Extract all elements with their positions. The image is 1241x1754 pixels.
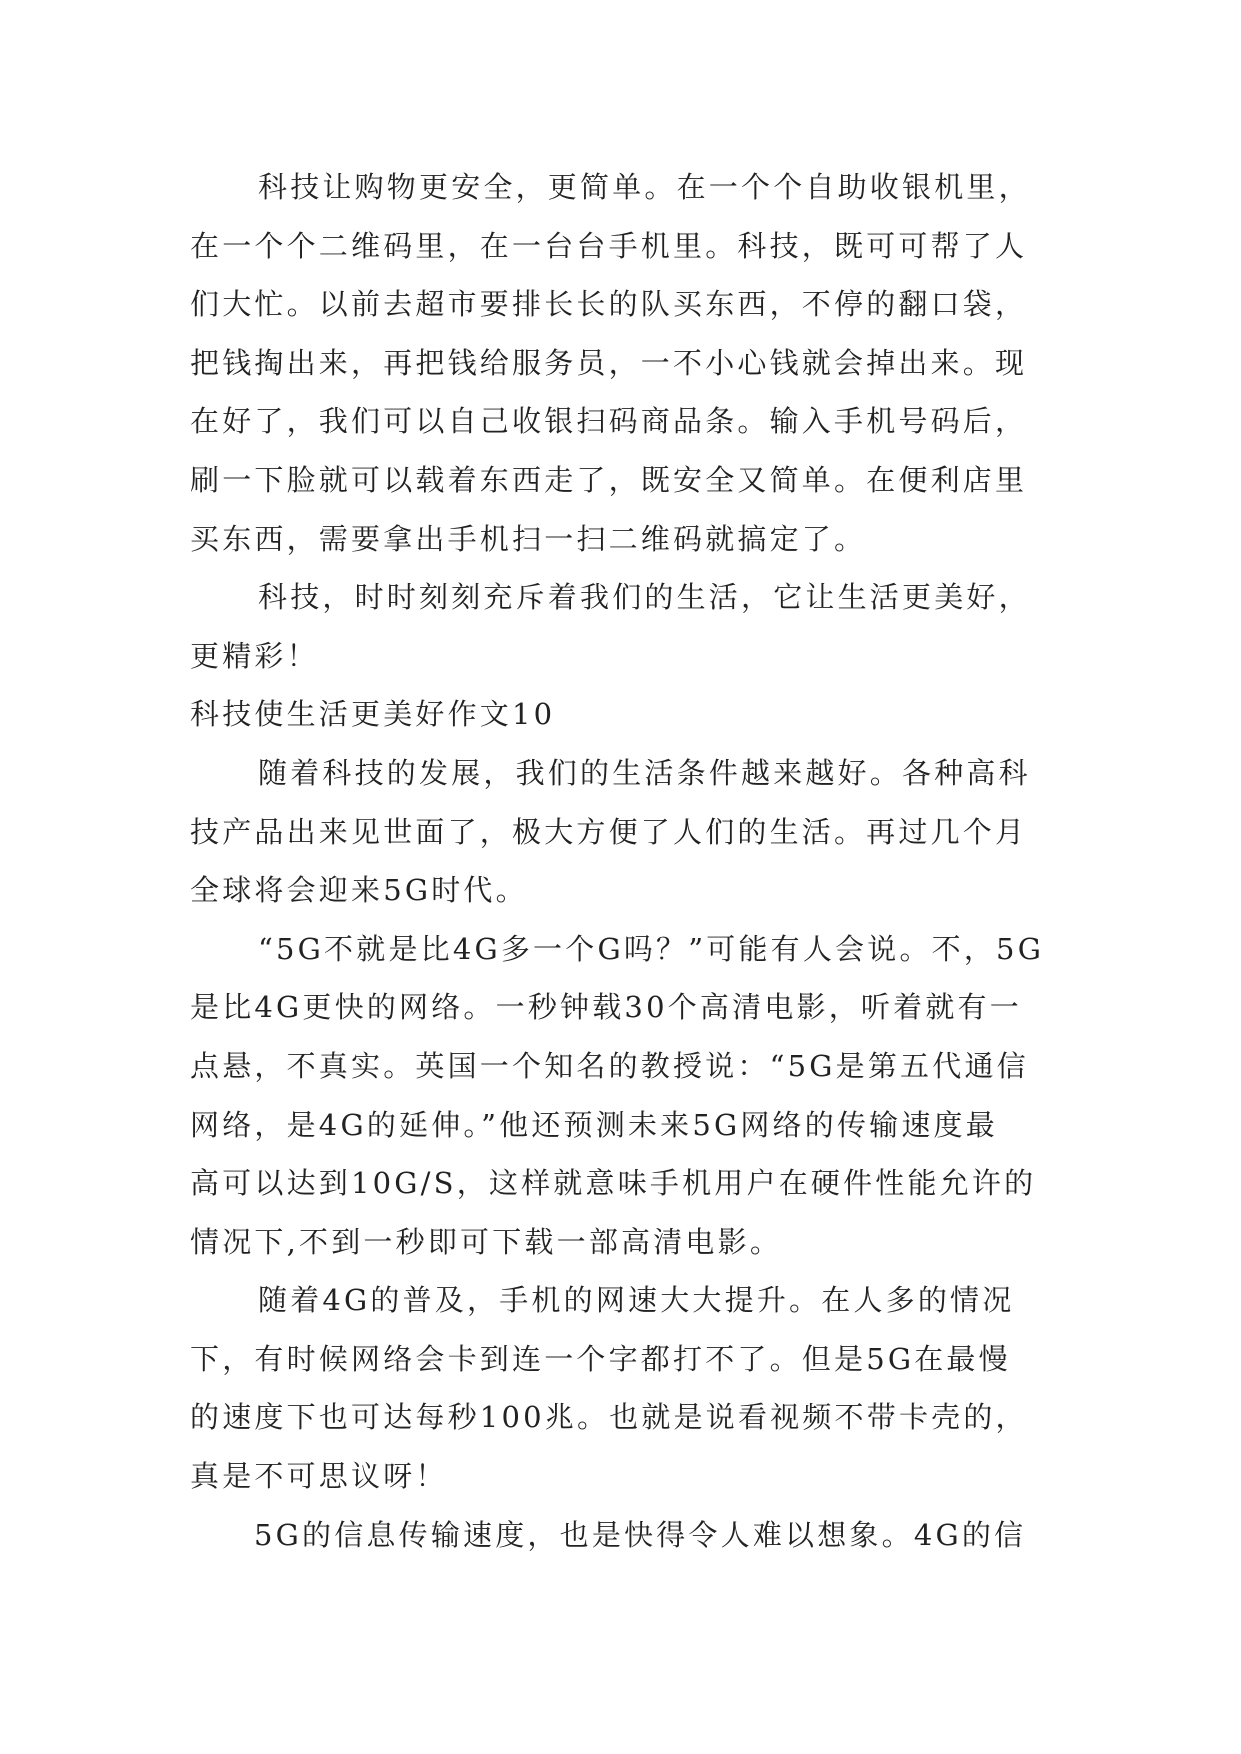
text-line: 买东西，需要拿出手机扫一扫二维码就搞定了。: [190, 521, 867, 556]
text-line: 网络，是4G的延伸。”他还预测未来5G网络的传输速度最: [190, 1107, 998, 1142]
section-heading: [190, 685, 1056, 744]
text-line: 下，有时候网络会卡到连一个字都打不了。但是5G在最慢: [190, 1341, 1011, 1376]
text-line: 全球将会迎来5G时代。: [190, 873, 528, 908]
text-line: 随着4G的普及，手机的网速大大提升。在人多的情况: [258, 1283, 1015, 1318]
text-line: 把钱掏出来，再把钱给服务员，一不小心钱就会掉出来。现: [190, 345, 1028, 380]
paragraph: [190, 1271, 1056, 1505]
text-line: 科技，时时刻刻充斥着我们的生活，它让生活更美好，: [258, 580, 1031, 615]
heading-line: 科技使生活更美好作文10: [190, 697, 556, 732]
text-line: 在一个个二维码里，在一台台手机里。科技，既可可帮了人: [190, 228, 1028, 263]
paragraph: [190, 1506, 1056, 1565]
text-line: 5G的信息传输速度，也是快得令人难以想象。4G的信: [254, 1517, 1027, 1552]
text-line: 高可以达到10G/S，这样就意味手机用户在硬件性能允许的: [190, 1166, 1037, 1201]
text-line: 技产品出来见世面了，极大方便了人们的生活。再过几个月: [190, 814, 1028, 849]
text-line: 情况下,不到一秒即可下载一部高清电影。: [190, 1224, 783, 1259]
paragraph: [190, 568, 1056, 685]
text-line: 随着科技的发展，我们的生活条件越来越好。各种高科: [258, 755, 1031, 790]
text-line: 在好了，我们可以自己收银扫码商品条。输入手机号码后，: [190, 404, 1028, 439]
text-line: 科技让购物更安全，更简单。在一个个自助收银机里，: [258, 170, 1031, 204]
text-line: 是比4G更快的网络。一秒钟载30个高清电影，听着就有一: [190, 990, 1022, 1025]
text-line: 更精彩！: [190, 638, 319, 673]
text-line: 真是不可思议呀！: [190, 1459, 448, 1494]
paragraph: [190, 920, 1056, 1272]
text-line: 的速度下也可达每秒100兆。也就是说看视频不带卡壳的，: [190, 1400, 1028, 1435]
document-body: [190, 158, 1056, 1564]
paragraph: [190, 744, 1056, 920]
text-line: 们大忙。以前去超市要排长长的队买东西，不停的翻口袋，: [190, 287, 1028, 322]
text-line: 点悬，不真实。英国一个知名的教授说：“5G是第五代通信: [190, 1048, 1029, 1083]
paragraph: [190, 158, 1056, 568]
text-line: “5G不就是比4G多一个G吗？”可能有人会说。不，5G: [258, 931, 1045, 966]
text-line: 刷一下脸就可以载着东西走了，既安全又简单。在便利店里: [190, 462, 1028, 497]
